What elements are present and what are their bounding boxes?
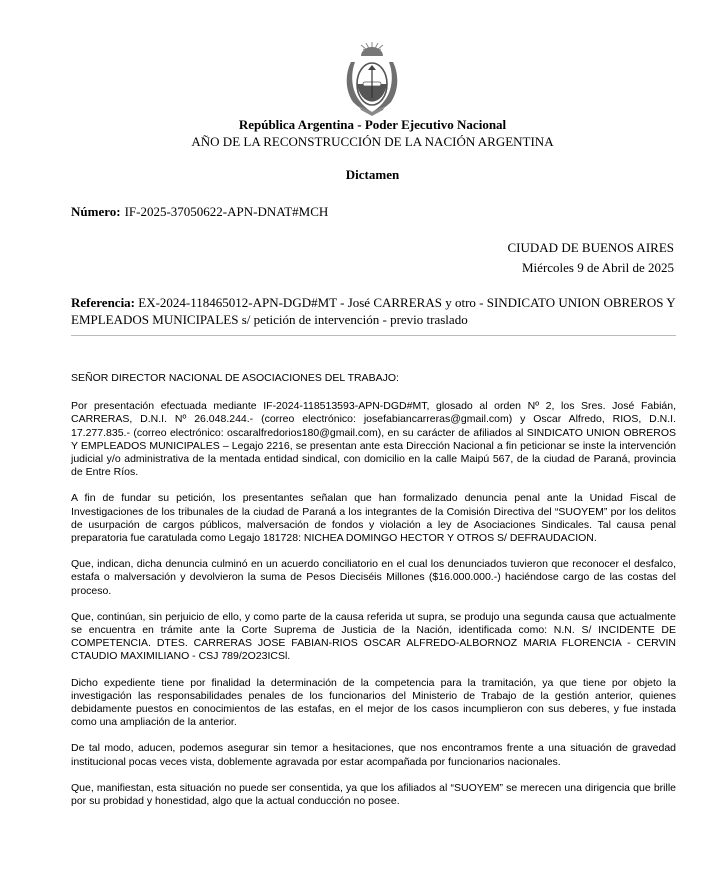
- body-paragraph: Dicho expediente tiene por finalidad la determinación de la competencia para la tramitación, ya que tiene por objeto la investigación las responsabilidades penales de los funcionarios del Ministerio de Trabajo de la gestión anterior, quienes debidamente puestos en conocimientos de las estafas, en el mejor de los casos incumplieron con sus deberes, y fue instada como una ampliación de la anterior.: [71, 676, 676, 729]
- document-type-title: Dictamen: [345, 167, 400, 182]
- body-paragraph: Que, manifiestan, esta situación no puede ser consentida, ya que los afiliados al “SUOYEM” se merecen una dirigencia que brille por su probidad y honestidad, algo que la actual conducción no posee.: [71, 781, 676, 808]
- body-paragraph: Que, continúan, sin perjuicio de ello, y como parte de la causa referida ut supra, se produjo una segunda causa que actualmente se encuentra en trámite ante la Corte Suprema de Justicia de la Nación, identificada como: N.N. S/ INCIDENTE DE COMPETENCIA. DTES. CARRERAS JOSE FABIAN-RIOS OSCAR ALFREDO-ALBORNOZ MARIA FLORENCIA - CERVIN CTAUDIO MAXIMILIANO - CSJ 789/2O23ICSl.: [71, 610, 676, 663]
- reference-block: [71, 294, 677, 328]
- document-body: [71, 372, 676, 821]
- reference-label: Referencia:: [71, 295, 136, 310]
- issuer-heading: República Argentina - Poder Ejecutivo Nacional: [238, 117, 507, 132]
- document-number-value: IF-2025-37050622-APN-DNAT#MCH: [124, 204, 329, 219]
- document-number-label: Número:: [71, 204, 121, 219]
- reference-value: EX-2024-118465012-APN-DGD#MT - José CARRERAS y otro - SINDICATO UNION OBREROS Y EMPLEADOS MUNICIPALES s/ petición de intervención - previo traslado: [71, 295, 676, 327]
- date-line: Miércoles 9 de Abril de 2025: [522, 260, 674, 275]
- body-paragraph: Que, indican, dicha denuncia culminó en un acuerdo conciliatorio en el cual los denunciados tuvieron que reconocer el desfalco, estafa o malversación y devolvieron la suma de Pesos Dieciséis Millones ($16.000.000.-) haciéndose cargo de las costas del proceso.: [71, 558, 676, 597]
- header-divider: [71, 335, 676, 336]
- body-paragraph: A fin de fundar su petición, los presentantes señalan que han formalizado denuncia penal ante la Unidad Fiscal de Investigaciones de los tribunales de la ciudad de Paraná a los integrantes de la Comisión Directiva del “SUOYEM” por los delitos de usurpación de cargos públicos, malversación de fondos y violación a ley de Asociaciones Sindicales. Tal causa penal preparatoria fue caratulada como Legajo 181728: NICHEA DOMINGO HECTOR Y OTROS S/ DEFRAUDACION.: [71, 492, 676, 545]
- year-motto: AÑO DE LA RECONSTRUCCIÓN DE LA NACIÓN ARGENTINA: [191, 134, 554, 149]
- salutation: SEÑOR DIRECTOR NACIONAL DE ASOCIACIONES DEL TRABAJO:: [71, 372, 399, 384]
- city-line: CIUDAD DE BUENOS AIRES: [507, 240, 674, 255]
- document-number: [71, 204, 328, 220]
- body-paragraph: De tal modo, aducen, podemos asegurar sin temor a hesitaciones, que nos encontramos frente a una situación de gravedad institucional pocas veces vista, doblemente agravada por estar acompañada por funcionarios nacionales.: [71, 742, 676, 768]
- argentina-coat-of-arms-icon: [339, 40, 405, 118]
- body-paragraph: Por presentación efectuada mediante IF-2024-118513593-APN-DGD#MT, glosado al orden Nº 2, los Sres. José Fabián, CARRERAS, D.N.I. Nº 26.048.244.- (correo electrónico: josefabiancarreras@gmail.com) y Oscar Alfredo, RIOS, D.N.I. 17.277.835.- (correo electrónico: oscaralfredorios180@gmail.com), en su carácter de afiliados al SINDICATO UNION OBREROS Y EMPLEADOS MUNICIPALES – Legajo 2216, se presentan ante esta Dirección Nacional a fin peticionar se inste la intervención judicial y/o administrativa de la mentada entidad sindical, con domicilio en la calle Maipú 567, de la ciudad de Paraná, provincia de Entre Ríos.: [71, 400, 676, 479]
